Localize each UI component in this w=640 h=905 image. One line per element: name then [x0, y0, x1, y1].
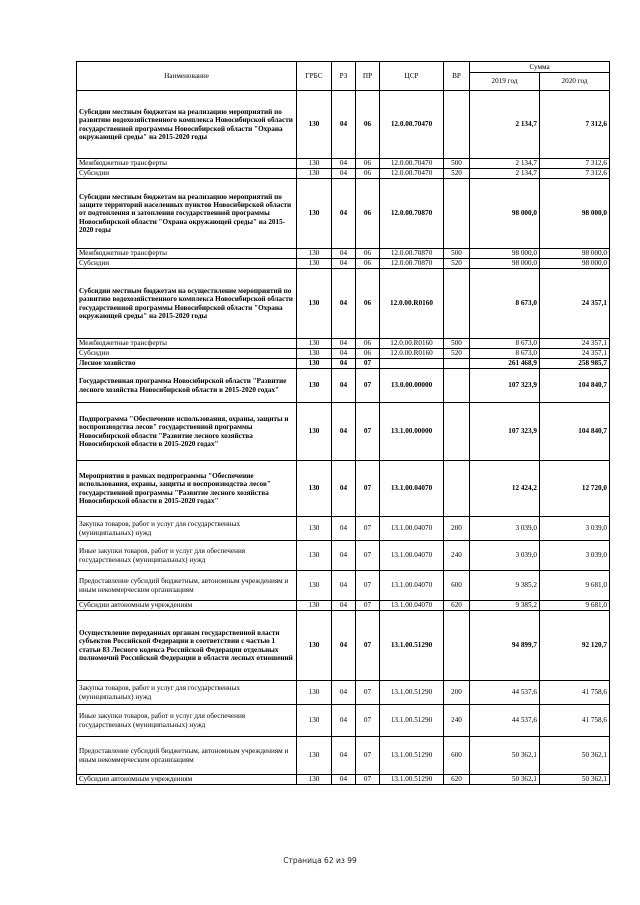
cell-rz: 04 [332, 169, 356, 179]
cell-2020: 50 362,1 [540, 737, 610, 775]
cell-grbs: 130 [297, 737, 332, 775]
cell-2019: 98 000,0 [470, 249, 540, 259]
cell-pr: 07 [356, 517, 380, 541]
cell-2020: 9 681,0 [540, 571, 610, 601]
cell-2020: 3 039,0 [540, 541, 610, 571]
cell-csr: 13.0.00.00000 [380, 369, 444, 403]
cell-vr: 620 [444, 775, 470, 785]
cell-2020: 7 312,6 [540, 159, 610, 169]
cell-pr: 06 [356, 249, 380, 259]
cell-2019: 261 468,9 [470, 359, 540, 369]
cell-name: Иные закупки товаров, работ и услуг для обеспечения государственных (муниципальных) нужд [77, 541, 297, 571]
cell-grbs: 130 [297, 681, 332, 705]
cell-csr: 13.1.00.51290 [380, 681, 444, 705]
cell-vr [444, 403, 470, 461]
cell-vr: 240 [444, 705, 470, 737]
cell-vr [444, 611, 470, 681]
cell-2020: 3 039,0 [540, 517, 610, 541]
cell-2020: 24 357,1 [540, 269, 610, 339]
cell-2019: 2 134,7 [470, 91, 540, 159]
cell-csr: 12.0.00.R0160 [380, 339, 444, 349]
cell-name: Закупка товаров, работ и услуг для государственных (муниципальных) нужд [77, 681, 297, 705]
cell-pr: 07 [356, 611, 380, 681]
cell-pr: 07 [356, 461, 380, 517]
header-year-2020: 2020 год [540, 73, 610, 91]
table-row [77, 705, 610, 737]
cell-pr: 07 [356, 369, 380, 403]
cell-2020: 7 312,6 [540, 91, 610, 159]
cell-csr [380, 359, 444, 369]
cell-pr: 07 [356, 571, 380, 601]
cell-name: Субсидии [77, 259, 297, 269]
cell-rz: 04 [332, 159, 356, 169]
cell-2020: 7 312,6 [540, 169, 610, 179]
table-body [77, 91, 610, 785]
table-row [77, 259, 610, 269]
table-row [77, 249, 610, 259]
table-row [77, 461, 610, 517]
cell-csr: 12.0.00.70870 [380, 179, 444, 249]
cell-pr: 07 [356, 359, 380, 369]
cell-csr: 13.1.00.04070 [380, 571, 444, 601]
cell-csr: 13.1.00.51290 [380, 737, 444, 775]
cell-2019: 8 673,0 [470, 339, 540, 349]
header-grbs: ГРБС [297, 62, 332, 91]
cell-rz: 04 [332, 775, 356, 785]
cell-2020: 98 000,0 [540, 249, 610, 259]
cell-2020: 41 758,6 [540, 681, 610, 705]
cell-2020: 104 840,7 [540, 369, 610, 403]
cell-vr [444, 359, 470, 369]
cell-grbs: 130 [297, 269, 332, 339]
cell-2019: 9 385,2 [470, 601, 540, 611]
table-row [77, 601, 610, 611]
cell-grbs: 130 [297, 339, 332, 349]
cell-vr [444, 269, 470, 339]
cell-grbs: 130 [297, 369, 332, 403]
table-row [77, 359, 610, 369]
table-row [77, 517, 610, 541]
table-row [77, 403, 610, 461]
table-row [77, 179, 610, 249]
cell-grbs: 130 [297, 359, 332, 369]
cell-grbs: 130 [297, 179, 332, 249]
cell-pr: 06 [356, 91, 380, 159]
cell-rz: 04 [332, 541, 356, 571]
cell-name: Субсидии местным бюджетам на реализацию мероприятий по развитию водохозяйственного комплекса Новосибирской области государственной программы Новосибирской области "Охрана окружающей среды" на 2015-2020 годы [77, 91, 297, 159]
cell-csr: 13.1.00.04070 [380, 517, 444, 541]
cell-grbs: 130 [297, 91, 332, 159]
cell-grbs: 130 [297, 705, 332, 737]
cell-2019: 3 039,0 [470, 517, 540, 541]
cell-grbs: 130 [297, 461, 332, 517]
cell-rz: 04 [332, 517, 356, 541]
page-number: Страница 62 из 99 [283, 856, 357, 865]
cell-2020: 98 000,0 [540, 259, 610, 269]
cell-csr: 13.1.00.51290 [380, 775, 444, 785]
header-pr: ПР [356, 62, 380, 91]
table-row [77, 541, 610, 571]
cell-csr: 12.0.00.70470 [380, 169, 444, 179]
cell-pr: 06 [356, 169, 380, 179]
cell-name: Межбюджетные трансферты [77, 249, 297, 259]
header-vr: ВР [444, 62, 470, 91]
cell-rz: 04 [332, 705, 356, 737]
cell-vr: 500 [444, 159, 470, 169]
cell-2019: 9 385,2 [470, 571, 540, 601]
cell-pr: 06 [356, 339, 380, 349]
cell-vr: 620 [444, 601, 470, 611]
cell-rz: 04 [332, 359, 356, 369]
header-year-2019: 2019 год [470, 73, 540, 91]
table-row [77, 169, 610, 179]
cell-csr: 12.0.00.70470 [380, 91, 444, 159]
table-row [77, 681, 610, 705]
cell-grbs: 130 [297, 159, 332, 169]
cell-vr: 520 [444, 169, 470, 179]
cell-grbs: 130 [297, 517, 332, 541]
cell-pr: 06 [356, 159, 380, 169]
cell-pr: 06 [356, 349, 380, 359]
cell-name: Предоставление субсидий бюджетным, автономным учреждениям и иным некоммерческим организациям [77, 571, 297, 601]
cell-name: Межбюджетные трансферты [77, 339, 297, 349]
cell-rz: 04 [332, 259, 356, 269]
cell-rz: 04 [332, 571, 356, 601]
cell-name: Субсидии автономным учреждениям [77, 775, 297, 785]
cell-csr: 13.1.00.04070 [380, 601, 444, 611]
cell-2020: 12 720,0 [540, 461, 610, 517]
cell-grbs: 130 [297, 349, 332, 359]
cell-vr: 200 [444, 681, 470, 705]
table-row [77, 369, 610, 403]
cell-grbs: 130 [297, 611, 332, 681]
cell-name: Иные закупки товаров, работ и услуг для обеспечения государственных (муниципальных) нужд [77, 705, 297, 737]
cell-vr: 600 [444, 737, 470, 775]
cell-grbs: 130 [297, 259, 332, 269]
cell-rz: 04 [332, 369, 356, 403]
cell-csr: 12.0.00.R0160 [380, 269, 444, 339]
cell-name: Мероприятия в рамках подпрограммы "Обеспечение использования, охраны, защиты и воспроизводства лесов" государственной программы "Развитие лесного хозяйства Новосибирской области в 2015-2020 годах" [77, 461, 297, 517]
cell-grbs: 130 [297, 169, 332, 179]
cell-csr: 13.1.00.04070 [380, 461, 444, 517]
cell-2019: 2 134,7 [470, 159, 540, 169]
cell-vr [444, 461, 470, 517]
cell-rz: 04 [332, 249, 356, 259]
cell-name: Государственная программа Новосибирской области "Развитие лесного хозяйства Новосибирской области в 2015-2020 годах" [77, 369, 297, 403]
cell-name: Осуществление переданных органам государственной власти субъектов Российской Федерации в соответствии с частью 1 статьи 83 Лесного кодекса Российской Федерации отдельных полномочий Российской Федерации в области лесных отношений [77, 611, 297, 681]
cell-2019: 8 673,0 [470, 349, 540, 359]
cell-2019: 8 673,0 [470, 269, 540, 339]
cell-csr: 12.0.00.70870 [380, 259, 444, 269]
cell-rz: 04 [332, 737, 356, 775]
cell-2020: 50 362,1 [540, 775, 610, 785]
cell-grbs: 130 [297, 403, 332, 461]
cell-pr: 06 [356, 259, 380, 269]
cell-2019: 98 000,0 [470, 259, 540, 269]
cell-vr [444, 91, 470, 159]
cell-2020: 24 357,1 [540, 349, 610, 359]
cell-name: Субсидии автономным учреждениям [77, 601, 297, 611]
cell-grbs: 130 [297, 775, 332, 785]
cell-vr: 500 [444, 249, 470, 259]
cell-vr: 520 [444, 349, 470, 359]
cell-name: Субсидии местным бюджетам на реализацию мероприятий по защите территорий населенных пунктов Новосибирской области от подтопления и затопления государственной программы Новосибирской области "Охрана окружающей среды" на 2015-2020 годы [77, 179, 297, 249]
cell-rz: 04 [332, 339, 356, 349]
header-name: Наименование [77, 62, 297, 91]
table-row [77, 737, 610, 775]
cell-rz: 04 [332, 403, 356, 461]
cell-grbs: 130 [297, 601, 332, 611]
cell-vr: 600 [444, 571, 470, 601]
cell-grbs: 130 [297, 571, 332, 601]
cell-2020: 92 120,7 [540, 611, 610, 681]
cell-rz: 04 [332, 461, 356, 517]
cell-name: Субсидии [77, 349, 297, 359]
cell-vr: 200 [444, 517, 470, 541]
cell-vr: 240 [444, 541, 470, 571]
cell-csr: 13.1.00.51290 [380, 705, 444, 737]
cell-csr: 13.1.00.00000 [380, 403, 444, 461]
header-sum: Сумма [470, 62, 610, 73]
cell-name: Межбюджетные трансферты [77, 159, 297, 169]
cell-pr: 07 [356, 737, 380, 775]
header-rz: РЗ [332, 62, 356, 91]
cell-2019: 98 000,0 [470, 179, 540, 249]
cell-2019: 3 039,0 [470, 541, 540, 571]
cell-rz: 04 [332, 269, 356, 339]
table-row [77, 611, 610, 681]
cell-name: Подпрограмма "Обеспечение использования, охраны, защиты и воспроизводства лесов" государственной программы Новосибирской области "Развитие лесного хозяйства Новосибирской области в 2015-2020 годах" [77, 403, 297, 461]
table-row [77, 339, 610, 349]
table-row [77, 571, 610, 601]
cell-csr: 13.1.00.04070 [380, 541, 444, 571]
cell-name: Субсидии местным бюджетам на осуществление мероприятий по развитию водохозяйственного комплекса Новосибирской области государственной программы Новосибирской области "Охрана окружающей среды" на 2015-2020 годы [77, 269, 297, 339]
cell-pr: 07 [356, 681, 380, 705]
cell-grbs: 130 [297, 541, 332, 571]
cell-rz: 04 [332, 91, 356, 159]
cell-vr [444, 369, 470, 403]
table-row [77, 91, 610, 159]
table-row [77, 269, 610, 339]
header-csr: ЦСР [380, 62, 444, 91]
cell-rz: 04 [332, 349, 356, 359]
cell-name: Закупка товаров, работ и услуг для государственных (муниципальных) нужд [77, 517, 297, 541]
cell-csr: 12.0.00.70870 [380, 249, 444, 259]
cell-2019: 44 537,6 [470, 705, 540, 737]
cell-pr: 07 [356, 705, 380, 737]
cell-name: Предоставление субсидий бюджетным, автономным учреждениям и иным некоммерческим организациям [77, 737, 297, 775]
cell-2020: 41 758,6 [540, 705, 610, 737]
cell-pr: 07 [356, 775, 380, 785]
cell-2020: 9 681,0 [540, 601, 610, 611]
cell-rz: 04 [332, 601, 356, 611]
table-row [77, 159, 610, 169]
cell-name: Лесное хозяйство [77, 359, 297, 369]
cell-2019: 50 362,1 [470, 737, 540, 775]
cell-2019: 50 362,1 [470, 775, 540, 785]
cell-rz: 04 [332, 179, 356, 249]
table-row [77, 775, 610, 785]
cell-2020: 98 000,0 [540, 179, 610, 249]
cell-pr: 07 [356, 403, 380, 461]
cell-2020: 258 985,7 [540, 359, 610, 369]
cell-vr: 500 [444, 339, 470, 349]
cell-pr: 07 [356, 601, 380, 611]
cell-2019: 2 134,7 [470, 169, 540, 179]
cell-pr: 06 [356, 179, 380, 249]
cell-2019: 107 323,9 [470, 403, 540, 461]
cell-csr: 13.1.00.51290 [380, 611, 444, 681]
cell-vr: 520 [444, 259, 470, 269]
cell-name: Субсидии [77, 169, 297, 179]
cell-pr: 06 [356, 269, 380, 339]
cell-vr [444, 179, 470, 249]
cell-2019: 12 424,2 [470, 461, 540, 517]
cell-2019: 44 537,6 [470, 681, 540, 705]
cell-2020: 104 840,7 [540, 403, 610, 461]
cell-2019: 107 323,9 [470, 369, 540, 403]
cell-csr: 12.0.00.R0160 [380, 349, 444, 359]
table-row [77, 349, 610, 359]
cell-rz: 04 [332, 681, 356, 705]
budget-table [76, 61, 610, 785]
cell-csr: 12.0.00.70470 [380, 159, 444, 169]
cell-grbs: 130 [297, 249, 332, 259]
cell-pr: 07 [356, 541, 380, 571]
cell-2020: 24 357,1 [540, 339, 610, 349]
cell-rz: 04 [332, 611, 356, 681]
cell-2019: 94 899,7 [470, 611, 540, 681]
